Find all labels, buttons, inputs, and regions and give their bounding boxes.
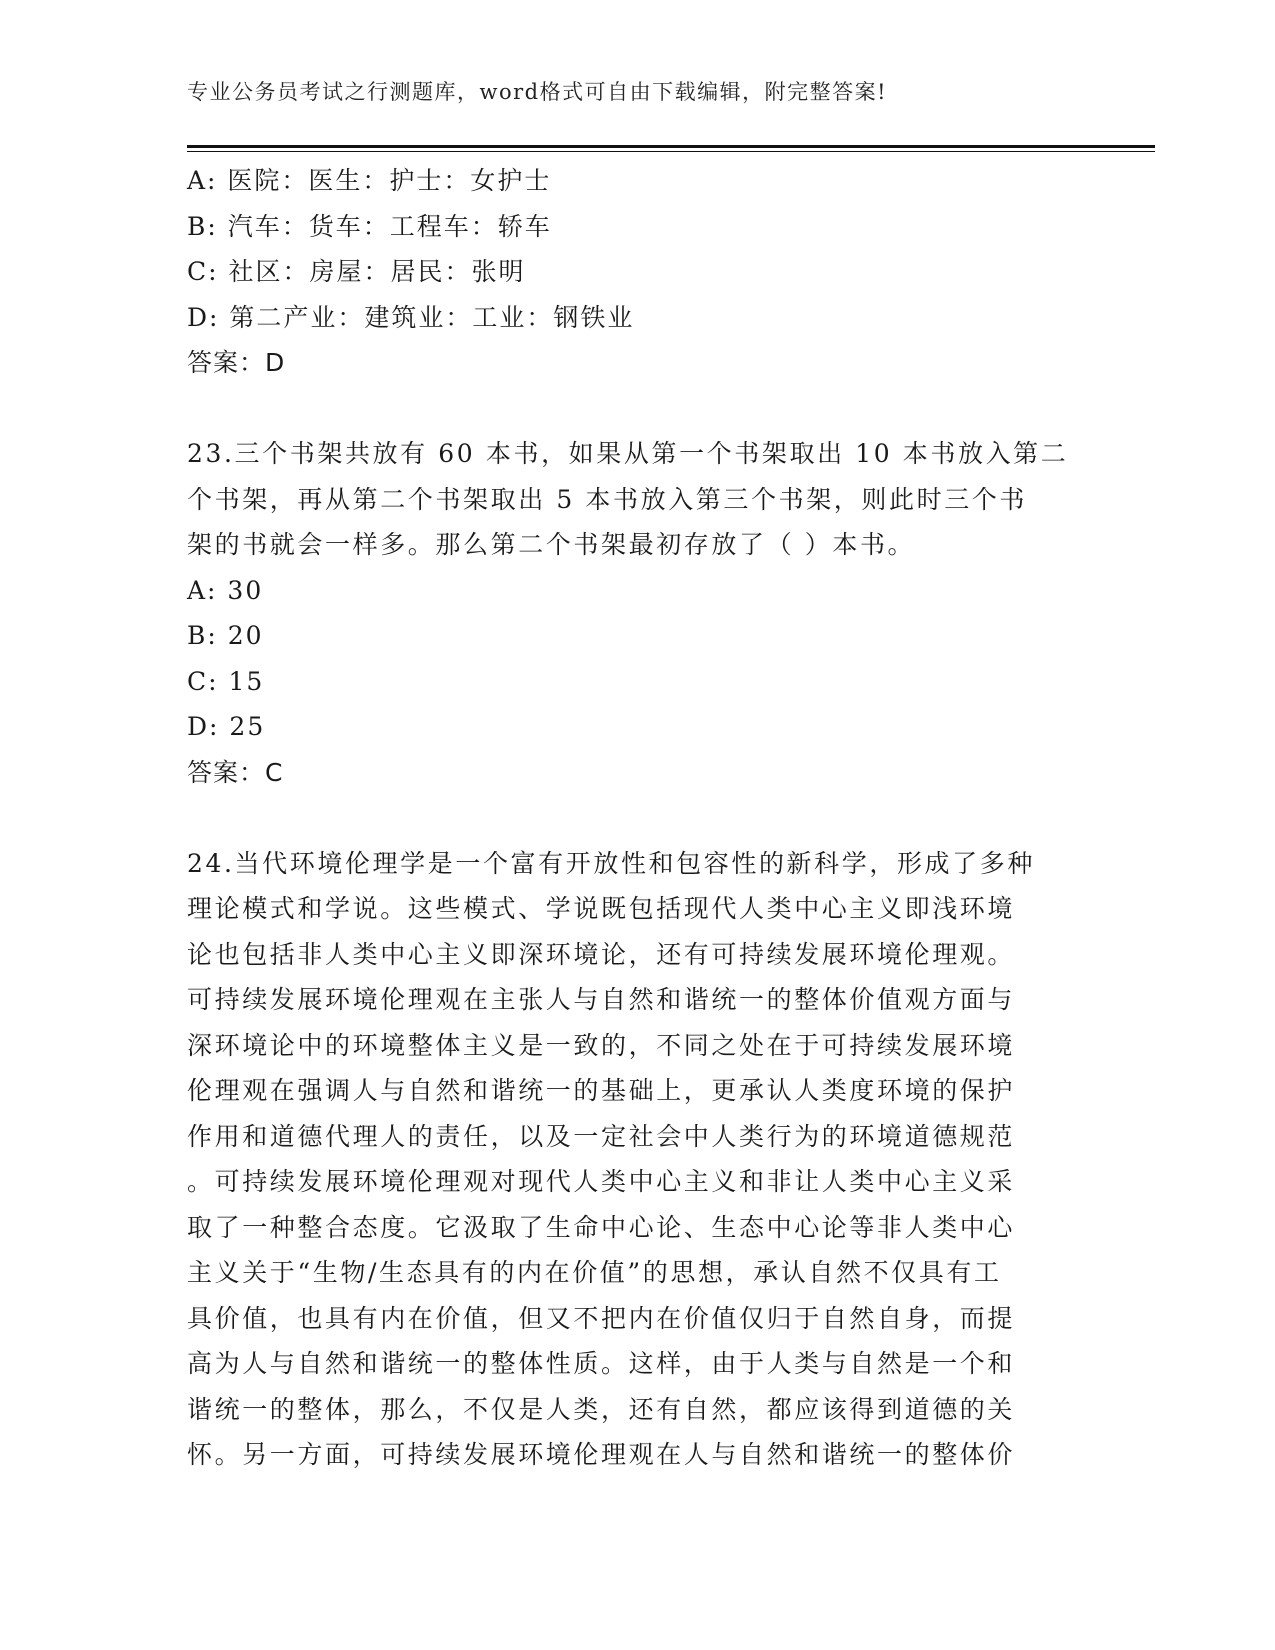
- q24-text-line: 可持续发展环境伦理观在主张人与自然和谐统一的整体价值观方面与: [187, 985, 1016, 1014]
- question-24: [187, 841, 1087, 1478]
- q22-option-d: D: 第二产业：建筑业：工业：钢铁业: [187, 302, 635, 332]
- q22-option-b: B: 汽车：货车：工程车：轿车: [187, 211, 552, 241]
- q23-option-c: C: 15: [187, 666, 265, 696]
- header-rule-thick: [187, 145, 1155, 148]
- q24-text-line: 谐统一的整体，那么，不仅是人类，还有自然，都应该得到道德的关: [187, 1394, 1016, 1424]
- q23-option-d: D: 25: [187, 712, 266, 741]
- q23-option-b: B: 20: [187, 621, 264, 650]
- q24-text-line: 作用和道德代理人的责任，以及一定社会中人类行为的环境道德规范: [187, 1121, 1016, 1151]
- q23-answer: 答案：C: [187, 757, 284, 787]
- q22-answer: 答案：D: [187, 348, 286, 377]
- q22-option-c: C: 社区：房屋：居民：张明: [187, 257, 526, 286]
- q24-text-line: 理论模式和学说。这些模式、学说既包括现代人类中心主义即浅环境: [187, 894, 1016, 923]
- q24-text-line: 深环境论中的环境整体主义是一致的，不同之处在于可持续发展环境: [187, 1030, 1016, 1060]
- question-22-options: [187, 158, 1087, 386]
- q24-text-line: 24.当代环境伦理学是一个富有开放性和包容性的新科学，形成了多种: [187, 848, 1035, 878]
- q22-option-a: A: 医院：医生：护士：女护士: [187, 166, 552, 195]
- q24-text-line: 怀。另一方面，可持续发展环境伦理观在人与自然和谐统一的整体价: [187, 1440, 1016, 1469]
- document-body: [187, 158, 1087, 1478]
- q24-text-line: 。可持续发展环境伦理观对现代人类中心主义和非让人类中心主义采: [187, 1167, 1016, 1196]
- page-header: 专业公务员考试之行测题库，word格式可自由下载编辑，附完整答案!: [187, 80, 888, 104]
- q24-text-line: 高为人与自然和谐统一的整体性质。这样，由于人类与自然是一个和: [187, 1349, 1016, 1378]
- q24-text-line: 伦理观在强调人与自然和谐统一的基础上，更承认人类度环境的保护: [187, 1076, 1016, 1105]
- spacer: [187, 386, 1087, 432]
- q23-text-line: 23.三个书架共放有 60 本书，如果从第一个书架取出 10 本书放入第二: [187, 439, 1069, 468]
- q23-text-line: 架的书就会一样多。那么第二个书架最初存放了（ ）本书。: [187, 530, 916, 559]
- q24-text-line: 取了一种整合态度。它汲取了生命中心论、生态中心论等非人类中心: [187, 1212, 1016, 1242]
- header-rule-thin: [187, 151, 1155, 152]
- q23-text-line: 个书架，再从第二个书架取出 5 本书放入第三个书架，则此时三个书: [187, 484, 1028, 514]
- q23-option-a: A: 30: [187, 575, 264, 605]
- q24-text-line: 具价值，也具有内在价值，但又不把内在价值仅归于自然自身，而提: [187, 1303, 1016, 1333]
- spacer: [187, 795, 1087, 841]
- q24-text-line: 论也包括非人类中心主义即深环境论，还有可持续发展环境伦理观。: [187, 939, 1016, 969]
- question-23: [187, 431, 1087, 795]
- q24-text-line: 主义关于“生物/生态具有的内在价值”的思想，承认自然不仅具有工: [187, 1258, 1002, 1287]
